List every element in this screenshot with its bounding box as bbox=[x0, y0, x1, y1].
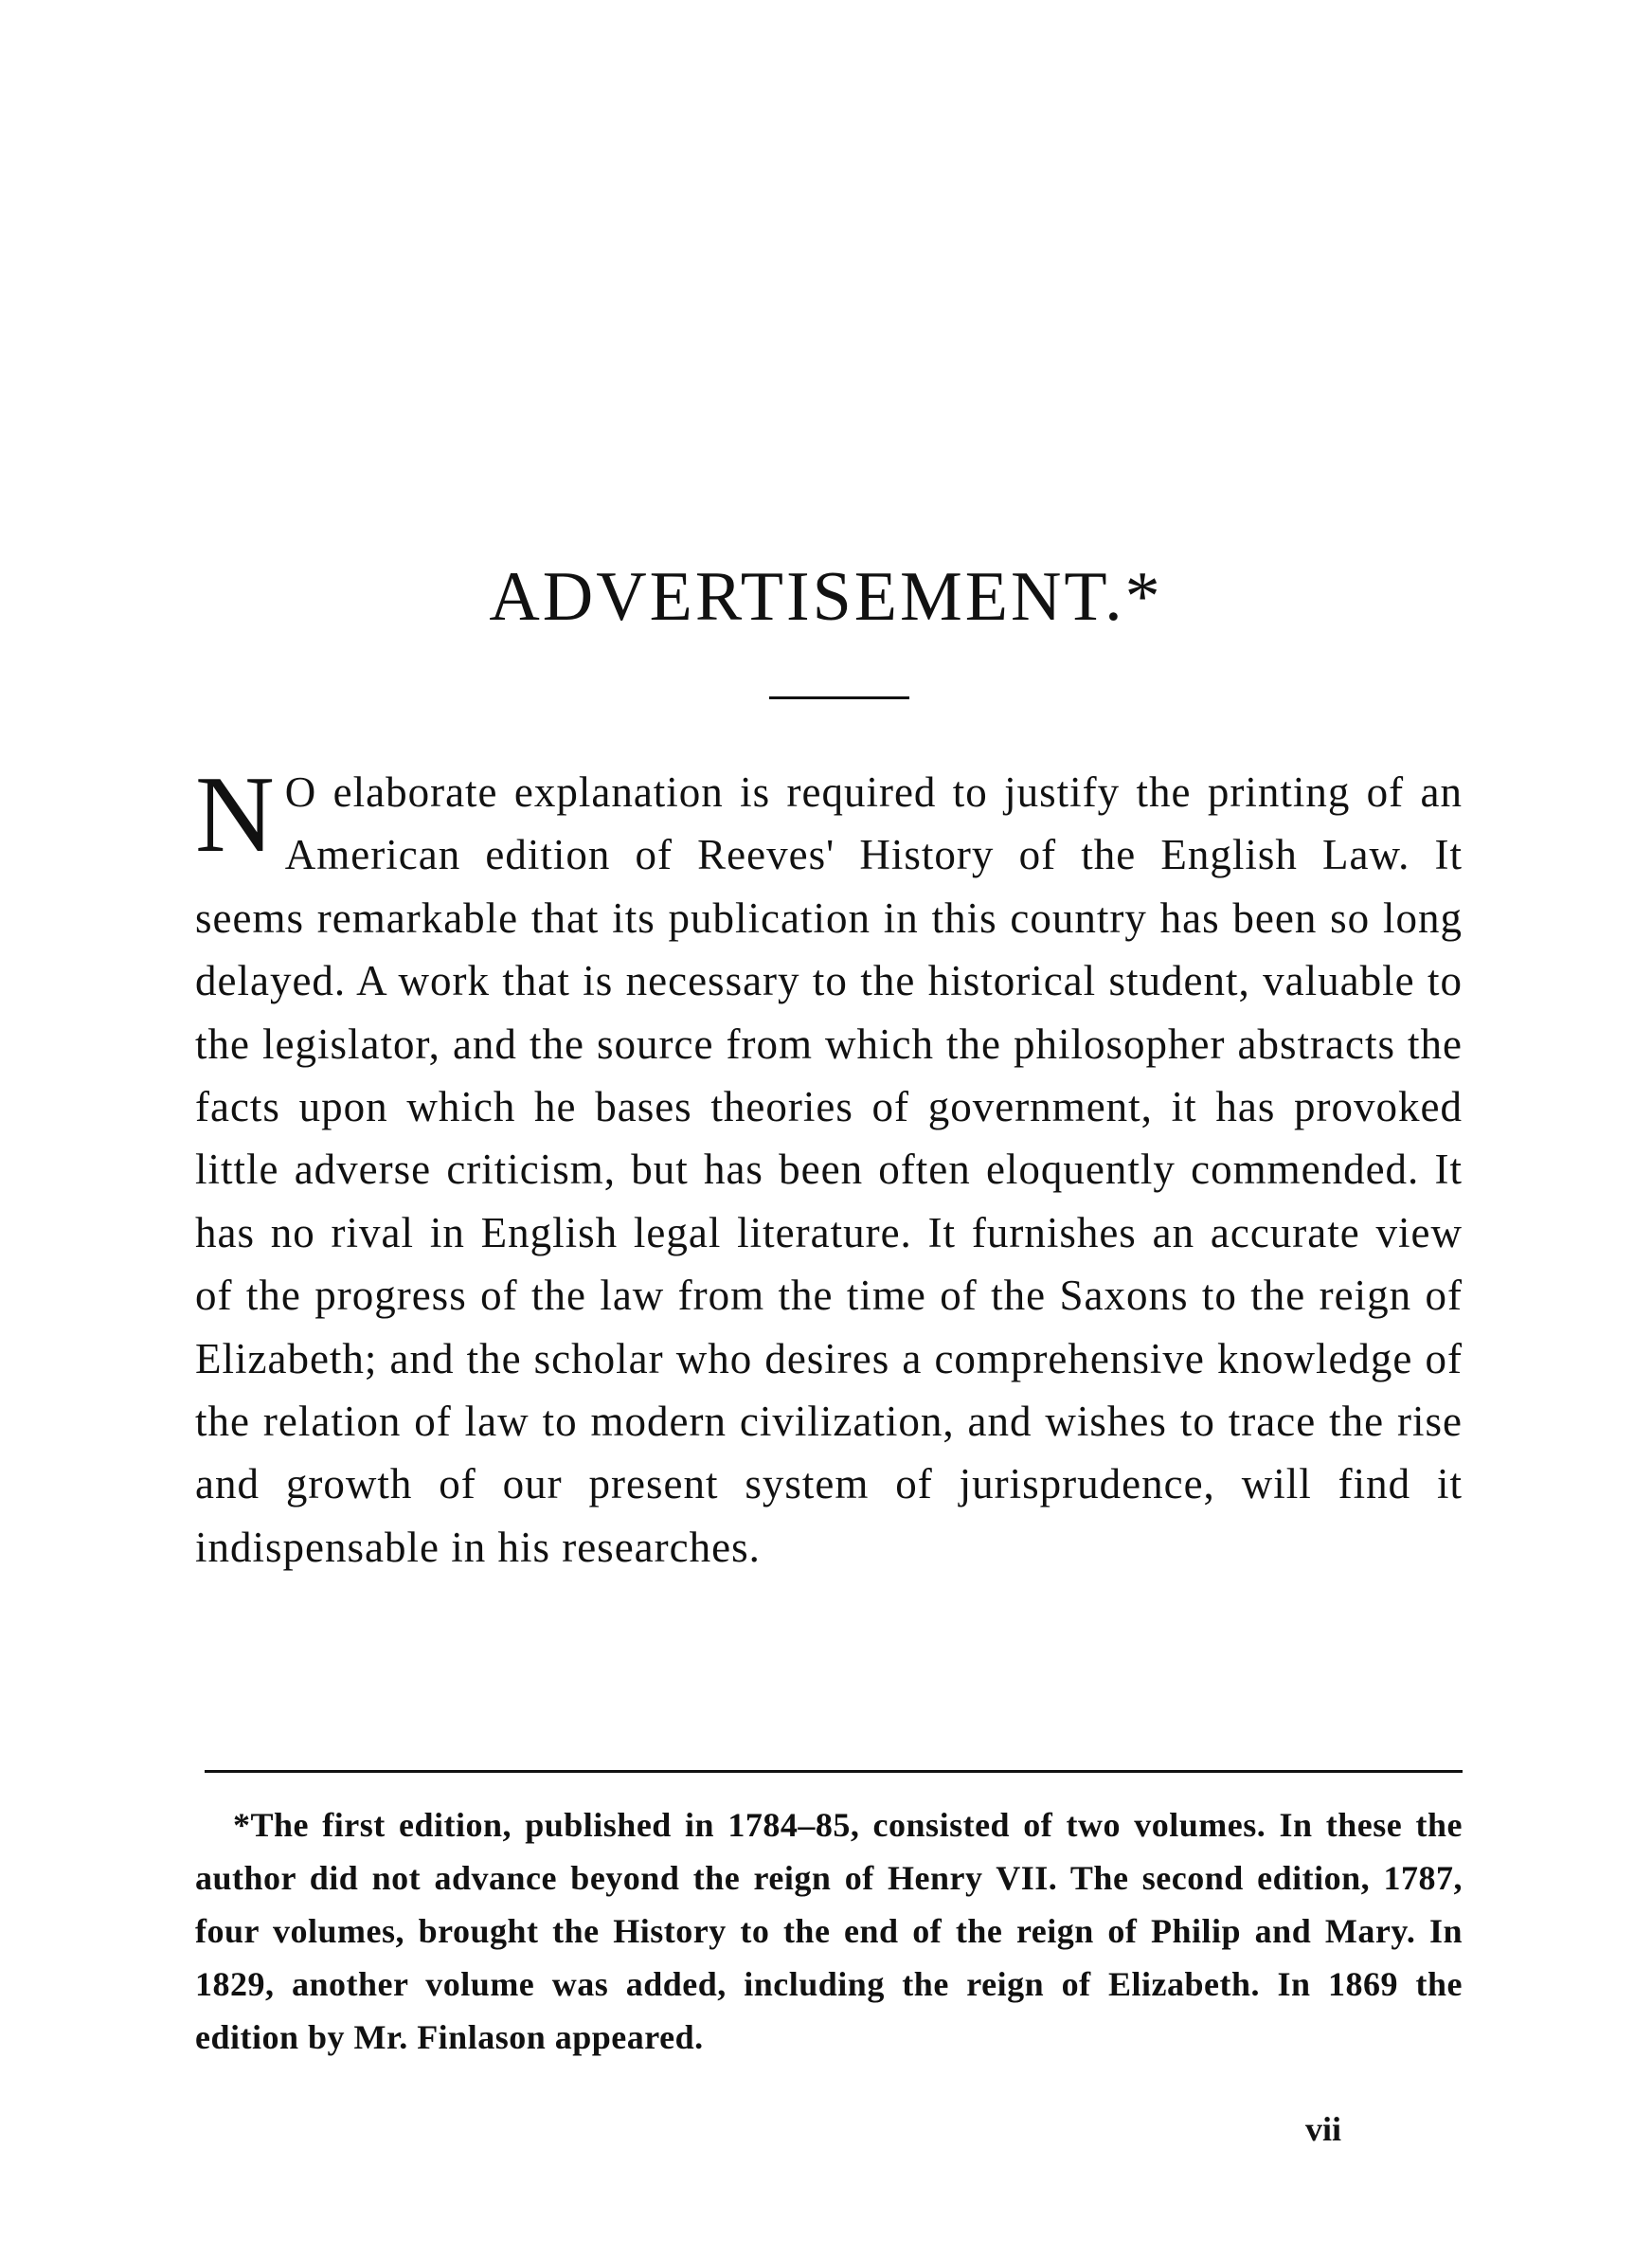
page-number: vii bbox=[1305, 2110, 1342, 2148]
drop-cap-letter: N bbox=[195, 754, 276, 876]
footnote-divider bbox=[205, 1770, 1463, 1773]
advertisement-paragraph-text: O elaborate explanation is required to justify the printing of an American edition of Reeves' History of the English Law. It seems remarkable that its publication in this country has been so long delayed. A work that is necessary to the historical student, valuable to the legislator, and the source from which the philosopher abstracts the facts upon which he bases theories of government, it has provoked little adverse criticism, but has been often eloquently commended. It has no rival in English legal literature. It furnishes an accurate view of the progress of the law from the time of the Saxons to the reign of Elizabeth; and the scholar who desires a comprehensive knowledge of the relation of law to modern civilization, and wishes to trace the rise and growth of our present system of jurisprudence, will find it indispensable in his researches. bbox=[195, 768, 1463, 1571]
title-divider bbox=[769, 696, 909, 699]
footnote bbox=[195, 1798, 1463, 2064]
footnote-text: *The first edition, published in 1784–85, consisted of two volumes. In these the author did not advance beyond the reign of Henry VII. The second edition, 1787, four volumes, brought the History to the end of the reign of Philip and Mary. In 1829, another volume was added, including the reign of Elizabeth. In 1869 the edition by Mr. Finlason appeared. bbox=[195, 1806, 1463, 2056]
advertisement-paragraph bbox=[195, 754, 1463, 1579]
page-title: ADVERTISEMENT.* bbox=[489, 558, 1163, 636]
